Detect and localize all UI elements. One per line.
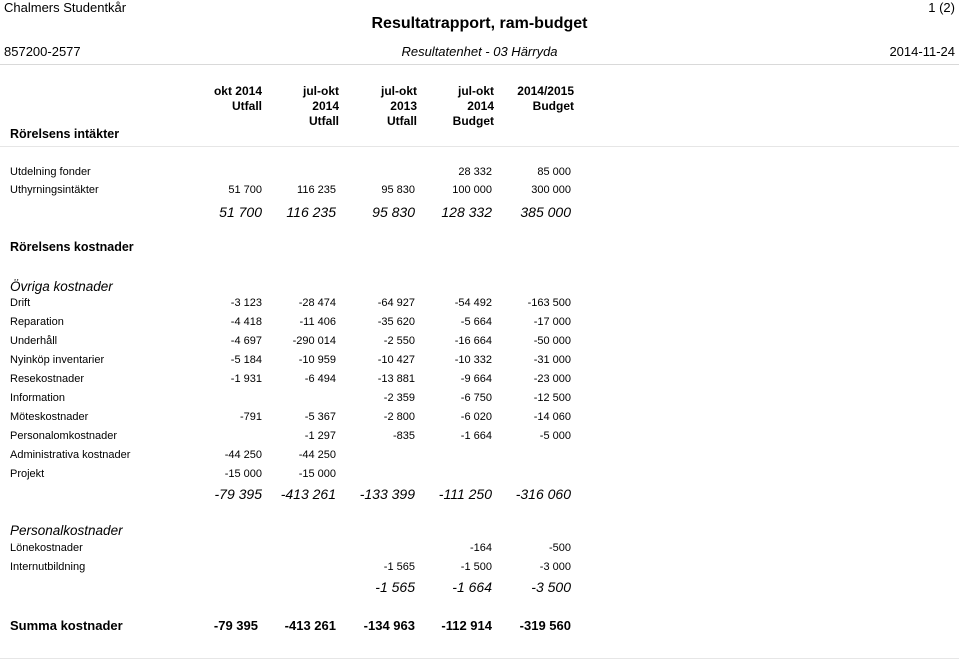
section-divider bbox=[0, 146, 959, 147]
org-name: Chalmers Studentkår bbox=[4, 0, 127, 15]
income-heading: Rörelsens intäkter bbox=[10, 127, 120, 141]
report-date: 2014-11-24 bbox=[889, 44, 955, 59]
table-row: Projekt -15 000 -15 000 bbox=[10, 468, 336, 480]
other-costs-total-row: -79 395 -413 261 -133 399 -111 250 -316 060 bbox=[214, 486, 571, 502]
page-number: 1 (2) bbox=[928, 0, 955, 15]
table-row: Drift -3 123 -28 474 -64 927 -54 492 -163 500 bbox=[10, 297, 571, 309]
table-row: Utdelning fonder 28 332 85 000 bbox=[10, 166, 571, 178]
income-total-row: 51 700 116 235 95 830 128 332 385 000 bbox=[219, 204, 571, 220]
column-header: jul-okt 2014 Budget bbox=[452, 84, 494, 128]
report-title: Resultatrapport, ram-budget bbox=[371, 15, 588, 32]
personnel-costs-heading: Personalkostnader bbox=[10, 523, 123, 538]
personnel-costs-total-row: -1 565 -1 664 -3 500 bbox=[375, 579, 571, 595]
column-header: 2014/2015 Budget bbox=[517, 84, 574, 113]
table-row: Personalomkostnader -1 297 -835 -1 664 -5 000 bbox=[10, 430, 571, 442]
table-row: Nyinköp inventarier -5 184 -10 959 -10 427 -10 332 -31 000 bbox=[10, 354, 571, 366]
result-unit: Resultatenhet - 03 Härryda bbox=[401, 44, 558, 59]
table-row: Uthyrningsintäkter 51 700 116 235 95 830 100 000 300 000 bbox=[10, 184, 571, 196]
column-header: okt 2014 Utfall bbox=[213, 84, 262, 113]
table-row: Internutbildning -1 565 -1 500 -3 000 bbox=[10, 561, 571, 573]
table-row: Lönekostnader -164 -500 bbox=[10, 542, 571, 554]
header-divider bbox=[0, 64, 959, 65]
table-row: Underhåll -4 697 -290 014 -2 550 -16 664 -50 000 bbox=[10, 335, 571, 347]
total-costs-label: Summa kostnader bbox=[10, 618, 123, 633]
costs-heading: Rörelsens kostnader bbox=[10, 240, 134, 254]
other-costs-heading: Övriga kostnader bbox=[10, 279, 113, 294]
table-row: Information -2 359 -6 750 -12 500 bbox=[10, 392, 571, 404]
column-header: jul-okt 2013 Utfall bbox=[381, 84, 417, 128]
column-header: jul-okt 2014 Utfall bbox=[303, 84, 339, 128]
footer-divider bbox=[0, 658, 959, 659]
table-row: Administrativa kostnader -44 250 -44 250 bbox=[10, 449, 336, 461]
table-row: Möteskostnader -791 -5 367 -2 800 -6 020 -14 060 bbox=[10, 411, 571, 423]
table-row: Resekostnader -1 931 -6 494 -13 881 -9 664 -23 000 bbox=[10, 373, 571, 385]
table-row: Reparation -4 418 -11 406 -35 620 -5 664 -17 000 bbox=[10, 316, 571, 328]
org-code: 857200-2577 bbox=[4, 44, 81, 59]
